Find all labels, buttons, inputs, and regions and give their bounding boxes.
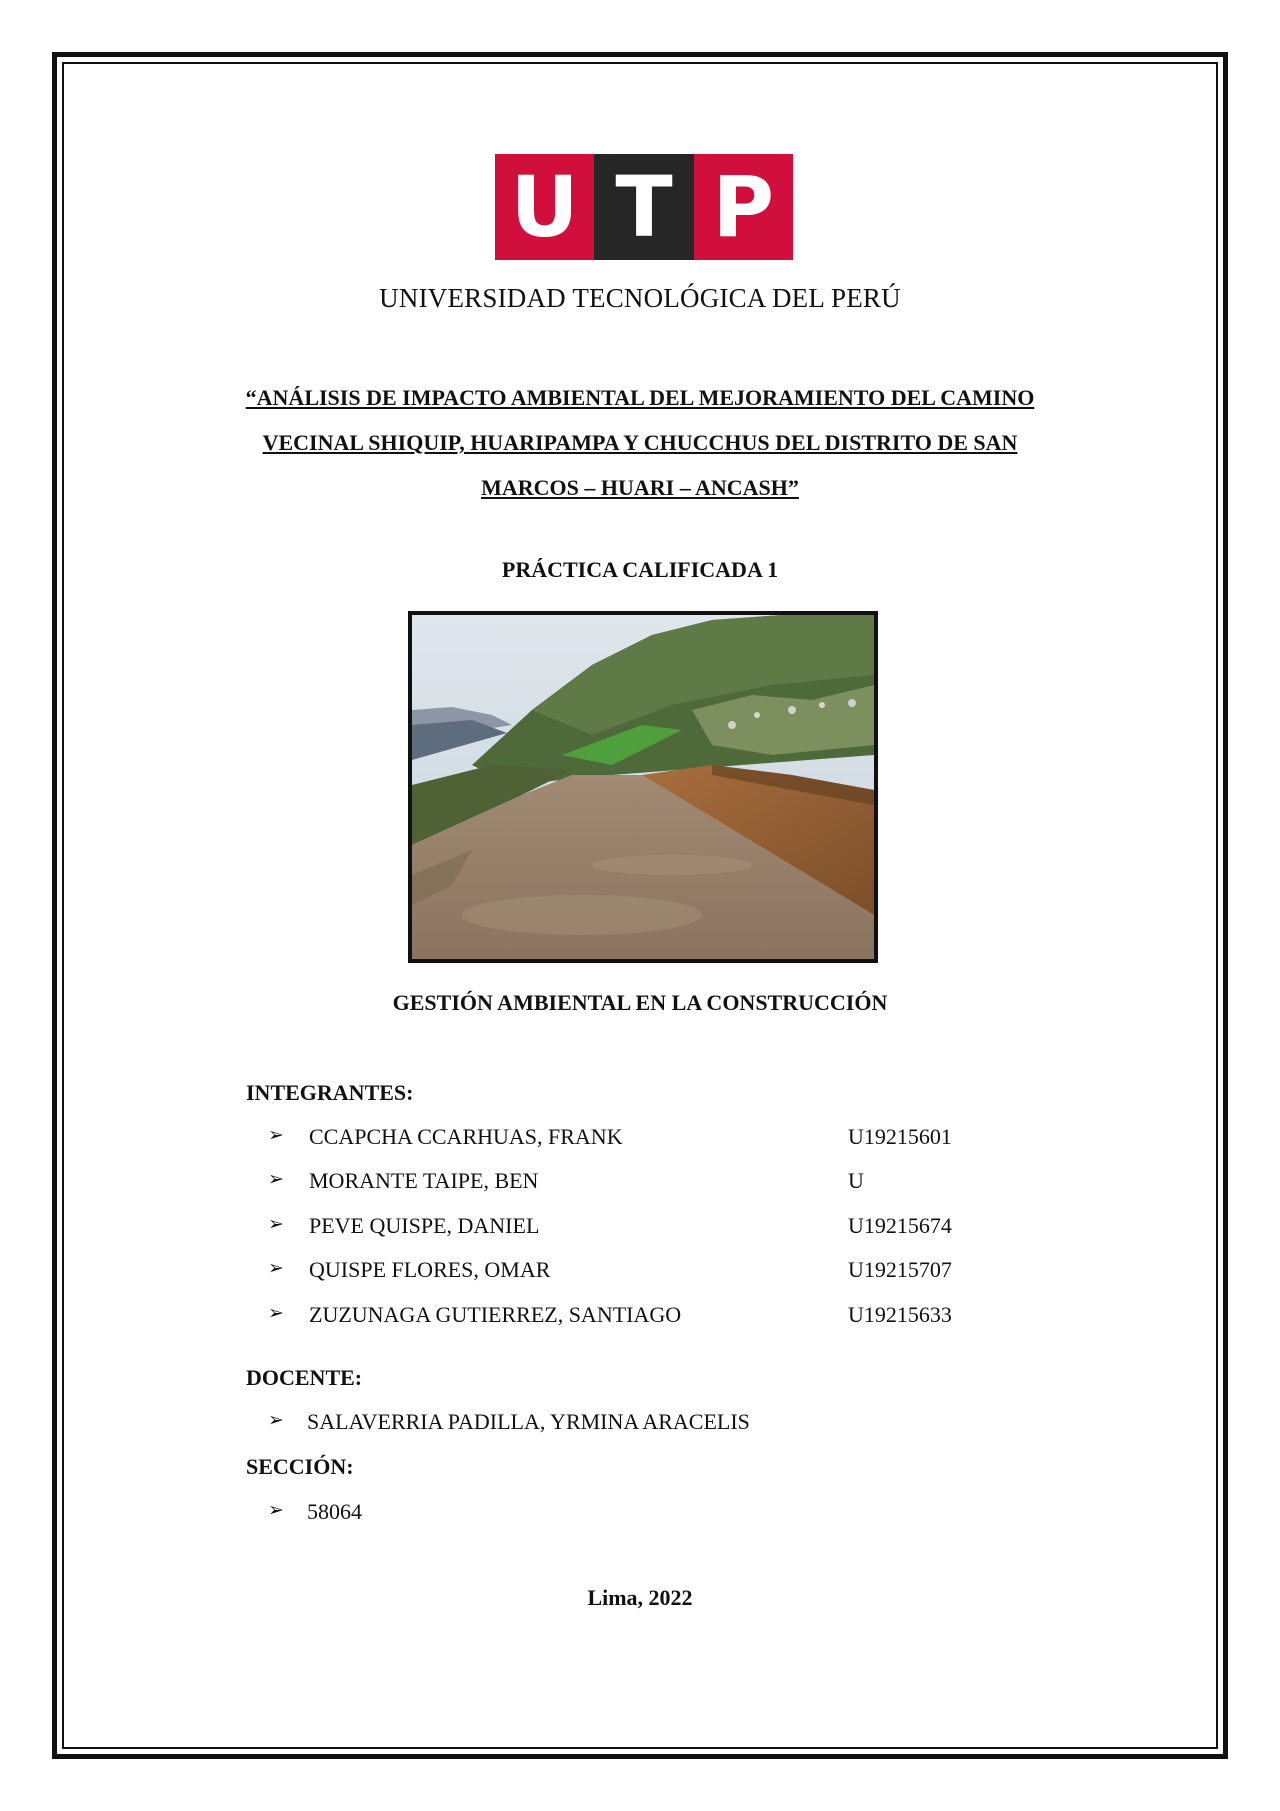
title-line-2: VECINAL SHIQUIP, HUARIPAMPA Y CHUCCHUS DEL DISTRITO DE SAN (262, 430, 1018, 455)
arrow-bullet-icon: ➢ (268, 1124, 284, 1146)
member-code: U19215633 (848, 1302, 952, 1327)
title-line-3: MARCOS – HUARI – ANCASH” (481, 475, 799, 500)
dirt-road-landscape-photo (412, 615, 874, 959)
utp-logo (495, 154, 793, 260)
logo-letter-u: U (495, 154, 594, 260)
arrow-bullet-icon: ➢ (268, 1499, 284, 1521)
member-code: U19215601 (848, 1124, 952, 1149)
city-year: Lima, 2022 (587, 1585, 693, 1610)
title-line-1: “ANÁLISIS DE IMPACTO AMBIENTAL DEL MEJORAMIENTO DEL CAMINO (245, 385, 1035, 410)
arrow-bullet-icon: ➢ (268, 1302, 284, 1324)
section-value: 58064 (307, 1499, 362, 1524)
logo-letter-p: P (694, 154, 793, 260)
member-name: ZUZUNAGA GUTIERREZ, SANTIAGO (309, 1302, 682, 1327)
member-row (268, 1124, 1048, 1154)
member-name: MORANTE TAIPE, BEN (309, 1168, 539, 1193)
course-name: GESTIÓN AMBIENTAL EN LA CONSTRUCCIÓN (392, 990, 888, 1015)
member-row (268, 1302, 1048, 1332)
member-name: CCAPCHA CCARHUAS, FRANK (309, 1124, 623, 1149)
section-row (268, 1499, 1048, 1529)
document-title (0, 375, 1280, 510)
teacher-name: SALAVERRIA PADILLA, YRMINA ARACELIS (307, 1409, 750, 1434)
university-name: UNIVERSIDAD TECNOLÓGICA DEL PERÚ (379, 283, 901, 313)
member-name: PEVE QUISPE, DANIEL (309, 1213, 540, 1238)
arrow-bullet-icon: ➢ (268, 1409, 284, 1431)
logo-letter-t: T (594, 154, 693, 260)
members-label: INTEGRANTES: (246, 1080, 414, 1105)
member-code: U (848, 1168, 864, 1193)
arrow-bullet-icon: ➢ (268, 1257, 284, 1279)
section-label: SECCIÓN: (246, 1454, 354, 1479)
road-photo (408, 611, 878, 963)
arrow-bullet-icon: ➢ (268, 1168, 284, 1190)
teacher-label: DOCENTE: (246, 1365, 363, 1390)
arrow-bullet-icon: ➢ (268, 1213, 284, 1235)
member-row (268, 1257, 1048, 1287)
member-code: U19215707 (848, 1257, 952, 1282)
member-row (268, 1168, 1048, 1198)
member-name: QUISPE FLORES, OMAR (309, 1257, 551, 1282)
practice-title: PRÁCTICA CALIFICADA 1 (501, 557, 779, 582)
teacher-row (268, 1409, 1048, 1439)
member-code: U19215674 (848, 1213, 952, 1238)
member-row (268, 1213, 1048, 1243)
